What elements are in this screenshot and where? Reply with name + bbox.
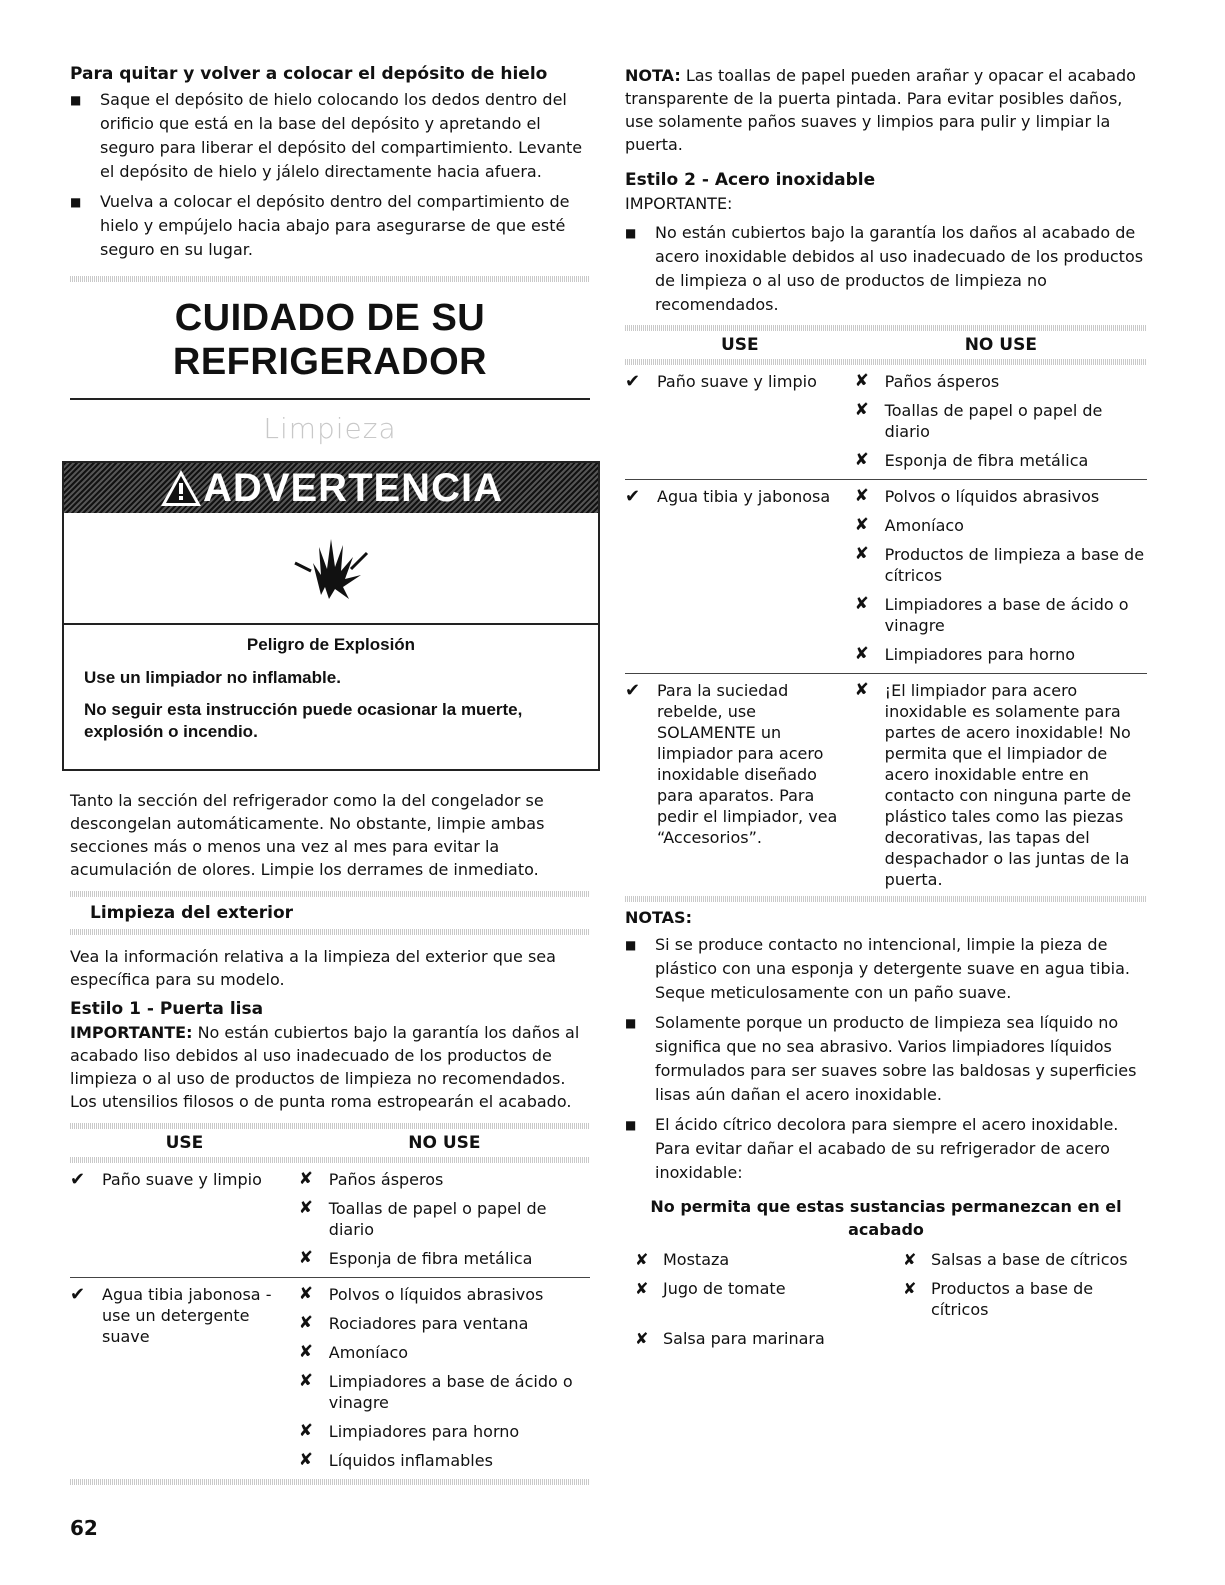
nouse-text: Toallas de papel o papel de diario — [884, 401, 1103, 441]
use-cell — [70, 1163, 299, 1190]
bullet-text: El ácido cítrico decolora para siempre el acero inoxidable. Para evitar dañar el acabado de su refrigerador de acero inoxidable: — [655, 1115, 1119, 1182]
x-mark-icon: ✘ — [298, 1313, 314, 1333]
nota-text: Las toallas de papel pueden arañar y opacar el acabado transparente de la puerta pintada. Para evitar posibles daños, use solamente paños suaves y limpios para pulir y limpiar la puerta. — [625, 66, 1136, 154]
nouse-item — [299, 1307, 590, 1336]
bullet-text: Si se produce contacto no intencional, limpie la pieza de plástico con una esponja y detergente suave en agua tibia. Seque meticulosamente con un paño suave. — [655, 935, 1130, 1002]
notas-label: NOTAS: — [625, 908, 692, 927]
use-text: Agua tibia jabonosa - use un detergente suave — [102, 1285, 272, 1346]
nouse-text: Paños ásperos — [884, 372, 1000, 391]
nouse-item — [299, 1415, 590, 1444]
bullet-square-icon: ■ — [625, 226, 637, 240]
bullet-item — [70, 190, 590, 262]
use-cell — [70, 1278, 299, 1347]
substance-item — [893, 1278, 1147, 1320]
use-header: USE — [721, 335, 759, 355]
check-icon: ✔ — [625, 371, 641, 392]
left-column — [70, 64, 590, 1485]
x-mark-icon: ✘ — [854, 680, 869, 700]
warning-box — [62, 461, 600, 771]
nouse-text: Amoníaco — [328, 1343, 409, 1362]
bullet-square-icon: ■ — [70, 195, 82, 209]
nouse-item — [299, 1336, 590, 1365]
nouse-item — [855, 674, 1147, 896]
check-icon: ✔ — [625, 680, 641, 701]
x-mark-icon: ✘ — [298, 1169, 314, 1189]
x-mark-icon: ✘ — [854, 644, 869, 664]
cleaning-table-2-body — [625, 365, 1147, 896]
substance-text: Mostaza — [663, 1250, 730, 1269]
use-text: Paño suave y limpio — [657, 372, 817, 391]
x-mark-icon: ✘ — [854, 594, 869, 614]
x-mark-icon: ✘ — [298, 1248, 314, 1268]
nouse-text: ¡El limpiador para acero inoxidable es solamente para partes de acero inoxidable! No permita que el limpiador de acero inoxidable entre en contacto con ninguna parte de plástico tales como las piezas decorativas, las tapas del despachador o las juntas de la puerta. — [884, 681, 1132, 889]
x-mark-icon: ✘ — [635, 1279, 649, 1298]
x-mark-icon: ✘ — [854, 450, 869, 470]
right-column — [625, 64, 1147, 1349]
bullet-item — [70, 88, 590, 184]
x-mark-icon: ✘ — [298, 1421, 314, 1441]
table-row — [70, 1278, 590, 1480]
nouse-item — [299, 1278, 590, 1307]
x-mark-icon: ✘ — [903, 1250, 917, 1269]
substance-item — [625, 1249, 879, 1270]
dotted-divider — [70, 929, 590, 935]
bullet-square-icon: ■ — [625, 1016, 637, 1030]
nouse-item — [299, 1365, 590, 1415]
check-icon: ✔ — [70, 1284, 86, 1305]
nouse-item — [855, 509, 1147, 538]
x-mark-icon: ✘ — [298, 1284, 314, 1304]
use-text: Para la suciedad rebelde, use SOLAMENTE un limpiador para acero inoxidable diseñado para aparatos. Para pedir el limpiador, vea “Accesorios”. — [657, 681, 838, 847]
substance-text: Salsa para marinara — [663, 1329, 825, 1348]
x-mark-icon: ✘ — [298, 1371, 314, 1391]
table-header-row — [625, 331, 1147, 359]
nouse-item — [855, 480, 1147, 509]
nouse-text: Limpiadores para horno — [884, 645, 1076, 664]
substances-heading: No permita que estas sustancias permanezcan en el acabado — [650, 1197, 1122, 1239]
nouse-text: Amoníaco — [884, 516, 964, 535]
exterior-paragraph: Vea la información relativa a la limpieza del exterior que sea específica para su modelo. — [70, 947, 556, 989]
important-text: No están cubiertos bajo la garantía los daños al acabado liso debidos al uso inadecuado de los productos de limpieza o al uso de productos de limpieza no recomendados. Los utensilios filosos o de punta roma estropearán el acabado. — [70, 1023, 580, 1111]
style1-heading: Estilo 1 - Puerta lisa — [70, 999, 264, 1019]
hazard-title: Peligro de Explosión — [246, 635, 416, 654]
nouse-item — [855, 394, 1147, 444]
use-cell — [625, 480, 855, 507]
dotted-divider — [70, 276, 590, 282]
substance-text: Productos a base de cítricos — [931, 1279, 1094, 1319]
main-title — [70, 296, 590, 384]
nouse-text: Productos de limpieza a base de cítricos — [884, 545, 1145, 585]
nouse-text: Paños ásperos — [328, 1170, 444, 1189]
main-title-line-2: REFRIGERADOR — [172, 341, 488, 383]
table-row — [625, 480, 1147, 674]
dotted-divider — [70, 891, 590, 897]
nouse-item — [855, 444, 1147, 479]
bullet-item — [625, 933, 1147, 1005]
dotted-divider — [625, 896, 1147, 902]
warning-line-2: No seguir esta instrucción puede ocasionar la muerte, explosión o incendio. — [84, 700, 523, 741]
check-icon: ✔ — [70, 1169, 86, 1190]
warning-body — [64, 625, 598, 769]
substance-item — [893, 1249, 1147, 1270]
substance-item — [625, 1328, 879, 1349]
table-row — [625, 365, 1147, 480]
bullet-square-icon: ■ — [70, 93, 82, 107]
bullet-square-icon: ■ — [625, 1118, 637, 1132]
ice-bin-heading: Para quitar y volver a colocar el depósito de hielo — [70, 64, 548, 84]
warning-triangle-icon — [159, 468, 203, 508]
nouse-header: NO USE — [964, 335, 1037, 355]
substances-list — [625, 1249, 1147, 1349]
x-mark-icon: ✘ — [854, 486, 869, 506]
nouse-item — [855, 538, 1147, 588]
nouse-text: Limpiadores a base de ácido o vinagre — [884, 595, 1129, 635]
x-mark-icon: ✘ — [298, 1198, 314, 1218]
x-mark-icon: ✘ — [903, 1279, 917, 1298]
title-rule — [70, 398, 590, 400]
bullet-text: Solamente porque un producto de limpieza sea líquido no significa que no sea abrasivo. Varios limpiadores líquidos formulados para ser suaves sobre las baldosas y superficies lisas aún dañan el acero inoxidable. — [655, 1013, 1137, 1104]
dotted-divider — [70, 1479, 590, 1485]
nouse-item — [855, 638, 1147, 673]
use-text: Agua tibia y jabonosa — [657, 487, 831, 506]
nouse-header: NO USE — [408, 1133, 481, 1153]
nouse-text: Polvos o líquidos abrasivos — [328, 1285, 544, 1304]
style2-heading: Estilo 2 - Acero inoxidable — [625, 170, 876, 190]
table-header-row — [70, 1129, 590, 1157]
x-mark-icon: ✘ — [298, 1342, 314, 1362]
check-icon: ✔ — [625, 486, 641, 507]
nouse-text: Líquidos inflamables — [328, 1451, 493, 1470]
nouse-item — [299, 1163, 590, 1192]
nouse-text: Rociadores para ventana — [328, 1314, 529, 1333]
warning-line-1: Use un limpiador no inflamable. — [84, 668, 341, 687]
cleaning-table-1 — [70, 1129, 590, 1157]
main-title-line-1: CUIDADO DE SU — [174, 297, 486, 339]
substance-text: Salsas a base de cítricos — [931, 1250, 1128, 1269]
use-header: USE — [165, 1133, 204, 1153]
bullet-item — [625, 1113, 1147, 1185]
nota-label: NOTA: — [625, 66, 681, 85]
exterior-heading: Limpieza del exterior — [90, 903, 294, 923]
x-mark-icon: ✘ — [854, 544, 869, 564]
nouse-text: Limpiadores a base de ácido o vinagre — [328, 1372, 573, 1412]
subsection-title: Limpieza — [263, 412, 397, 445]
use-cell — [625, 365, 855, 392]
explosion-icon — [291, 533, 371, 603]
x-mark-icon: ✘ — [298, 1450, 314, 1470]
explosion-icon-area — [64, 513, 598, 625]
nouse-item — [855, 588, 1147, 638]
defrost-paragraph: Tanto la sección del refrigerador como la del congelador se descongelan automáticamente. No obstante, limpie ambas secciones más o menos una vez al mes para evitar la acumulación de olores. Limpie los derrames de inmediato. — [70, 791, 545, 879]
bullet-item — [625, 1011, 1147, 1107]
substance-item — [625, 1278, 879, 1320]
cleaning-table-2 — [625, 331, 1147, 359]
bullet-text: Vuelva a colocar el depósito dentro del compartimiento de hielo y empújelo hacia abajo para asegurarse de que esté seguro en su lugar. — [100, 192, 570, 259]
table-row — [70, 1163, 590, 1278]
x-mark-icon: ✘ — [854, 371, 869, 391]
x-mark-icon: ✘ — [635, 1250, 649, 1269]
bullet-text: Saque el depósito de hielo colocando los dedos dentro del orificio que está en la base del depósito y apretando el seguro para liberar el depósito del compartimiento. Levante el depósito de hielo y jálelo directamente hacia afuera. — [100, 90, 583, 181]
warning-label: ADVERTENCIA — [203, 465, 503, 510]
x-mark-icon: ✘ — [635, 1329, 649, 1348]
x-mark-icon: ✘ — [854, 515, 869, 535]
important-label: IMPORTANTE: — [70, 1023, 193, 1042]
nouse-text: Esponja de fibra metálica — [328, 1249, 533, 1268]
substance-text: Jugo de tomate — [663, 1279, 786, 1298]
cleaning-table-1-body — [70, 1163, 590, 1479]
bullet-text: No están cubiertos bajo la garantía los daños al acabado de acero inoxidable debidos al uso inadecuado de los productos de limpieza o al uso de productos de limpieza no recomendados. — [655, 223, 1144, 314]
nouse-text: Polvos o líquidos abrasivos — [884, 487, 1100, 506]
bullet-item — [625, 221, 1147, 317]
nouse-item — [299, 1444, 590, 1479]
use-cell — [625, 674, 855, 848]
nouse-item — [855, 365, 1147, 394]
table-row — [625, 674, 1147, 897]
use-text: Paño suave y limpio — [102, 1170, 262, 1189]
style1-important — [70, 1021, 590, 1113]
nouse-item — [299, 1242, 590, 1277]
nouse-item — [299, 1192, 590, 1242]
nouse-text: Toallas de papel o papel de diario — [328, 1199, 547, 1239]
nouse-text: Esponja de fibra metálica — [884, 451, 1089, 470]
page-number: 62 — [70, 1516, 98, 1540]
warning-header — [64, 463, 598, 513]
nouse-text: Limpiadores para horno — [328, 1422, 520, 1441]
nota-paragraph — [625, 64, 1147, 156]
x-mark-icon: ✘ — [854, 400, 869, 420]
important-label-2: IMPORTANTE: — [625, 194, 733, 213]
bullet-square-icon: ■ — [625, 938, 637, 952]
